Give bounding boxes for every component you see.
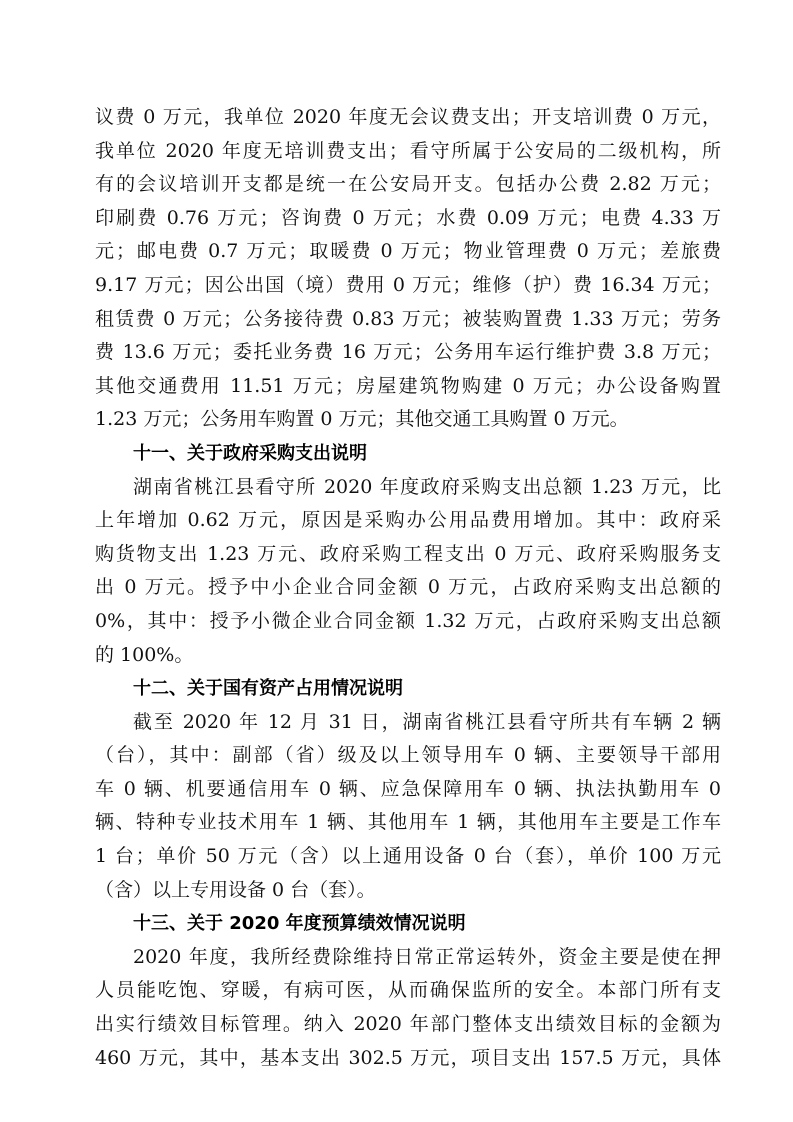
- section-heading-government-procurement: 十一、关于政府采购支出说明: [133, 442, 367, 464]
- paragraph-line: 出 0 万元。授予中小企业合同金额 0 万元，占政府采购支出总额的: [95, 576, 721, 599]
- paragraph-line: 议费 0 万元，我单位 2020 年度无会议费支出；开支培训费 0 万元，: [95, 106, 721, 128]
- paragraph-line: 印刷费 0.76 万元；咨询费 0 万元；水费 0.09 万元；电费 4.33 万: [95, 206, 721, 229]
- paragraph-line: 9.17 万元；因公出国（境）费用 0 万元；维修（护）费 16.34 万元；: [95, 273, 721, 296]
- paragraph-line: 湖南省桃江县看守所 2020 年度政府采购支出总额 1.23 万元，比: [133, 475, 721, 498]
- paragraph-line: （台），其中：副部（省）级及以上领导用车 0 辆、主要领导干部用: [95, 744, 721, 767]
- paragraph-line: 2020 年度，我所经费除维持日常正常运转外，资金主要是使在押: [133, 945, 721, 968]
- paragraph-line: 元；邮电费 0.7 万元；取暖费 0 万元；物业管理费 0 万元；差旅费: [95, 240, 721, 263]
- paragraph-line: 有的会议培训开支都是统一在公安局开支。包括办公费 2.82 万元；: [95, 173, 721, 196]
- section-heading-budget-performance: 十三、关于 2020 年度预算绩效情况说明: [133, 913, 466, 935]
- paragraph-line: 购货物支出 1.23 万元、政府采购工程支出 0 万元、政府采购服务支: [95, 542, 721, 565]
- paragraph-line: 费 13.6 万元；委托业务费 16 万元；公务用车运行维护费 3.8 万元；: [95, 341, 721, 364]
- paragraph-line: 租赁费 0 万元；公务接待费 0.83 万元；被装购置费 1.33 万元；劳务: [95, 307, 721, 330]
- paragraph-line: 人员能吃饱、穿暖，有病可医，从而确保监所的安全。本部门所有支: [95, 979, 721, 1002]
- paragraph-line: 0%，其中：授予小微企业合同金额 1.32 万元，占政府采购支出总额: [95, 609, 721, 632]
- section-heading-state-assets: 十二、关于国有资产占用情况说明: [133, 678, 403, 700]
- paragraph-line: 车 0 辆、机要通信用车 0 辆、应急保障用车 0 辆、执法执勤用车 0: [95, 777, 721, 800]
- paragraph-line: 我单位 2020 年度无培训费支出；看守所属于公安局的二级机构，所: [95, 139, 721, 162]
- paragraph-line: 辆、特种专业技术用车 1 辆、其他用车 1 辆，其他用车主要是工作车: [95, 811, 721, 834]
- paragraph-line: 1 台；单价 50 万元（含）以上通用设备 0 台（套），单价 100 万元: [95, 845, 721, 868]
- paragraph-line: 的 100%。: [95, 643, 194, 666]
- paragraph-line: 其他交通费用 11.51 万元；房屋建筑物购建 0 万元；办公设备购置: [95, 374, 721, 397]
- paragraph-line: 出实行绩效目标管理。纳入 2020 年部门整体支出绩效目标的金额为: [95, 1013, 721, 1036]
- paragraph-line: （含）以上专用设备 0 台（套）。: [95, 878, 376, 901]
- paragraph-line: 1.23 万元；公务用车购置 0 万元；其他交通工具购置 0 万元。: [95, 408, 629, 431]
- document-body: [95, 101, 721, 1075]
- paragraph-line: 上年增加 0.62 万元，原因是采购办公用品费用增加。其中：政府采: [95, 509, 721, 532]
- paragraph-line: 截至 2020 年 12 月 31 日，湖南省桃江县看守所共有车辆 2 辆: [133, 710, 721, 733]
- paragraph-line: 460 万元，其中，基本支出 302.5 万元，项目支出 157.5 万元，具体: [95, 1046, 721, 1069]
